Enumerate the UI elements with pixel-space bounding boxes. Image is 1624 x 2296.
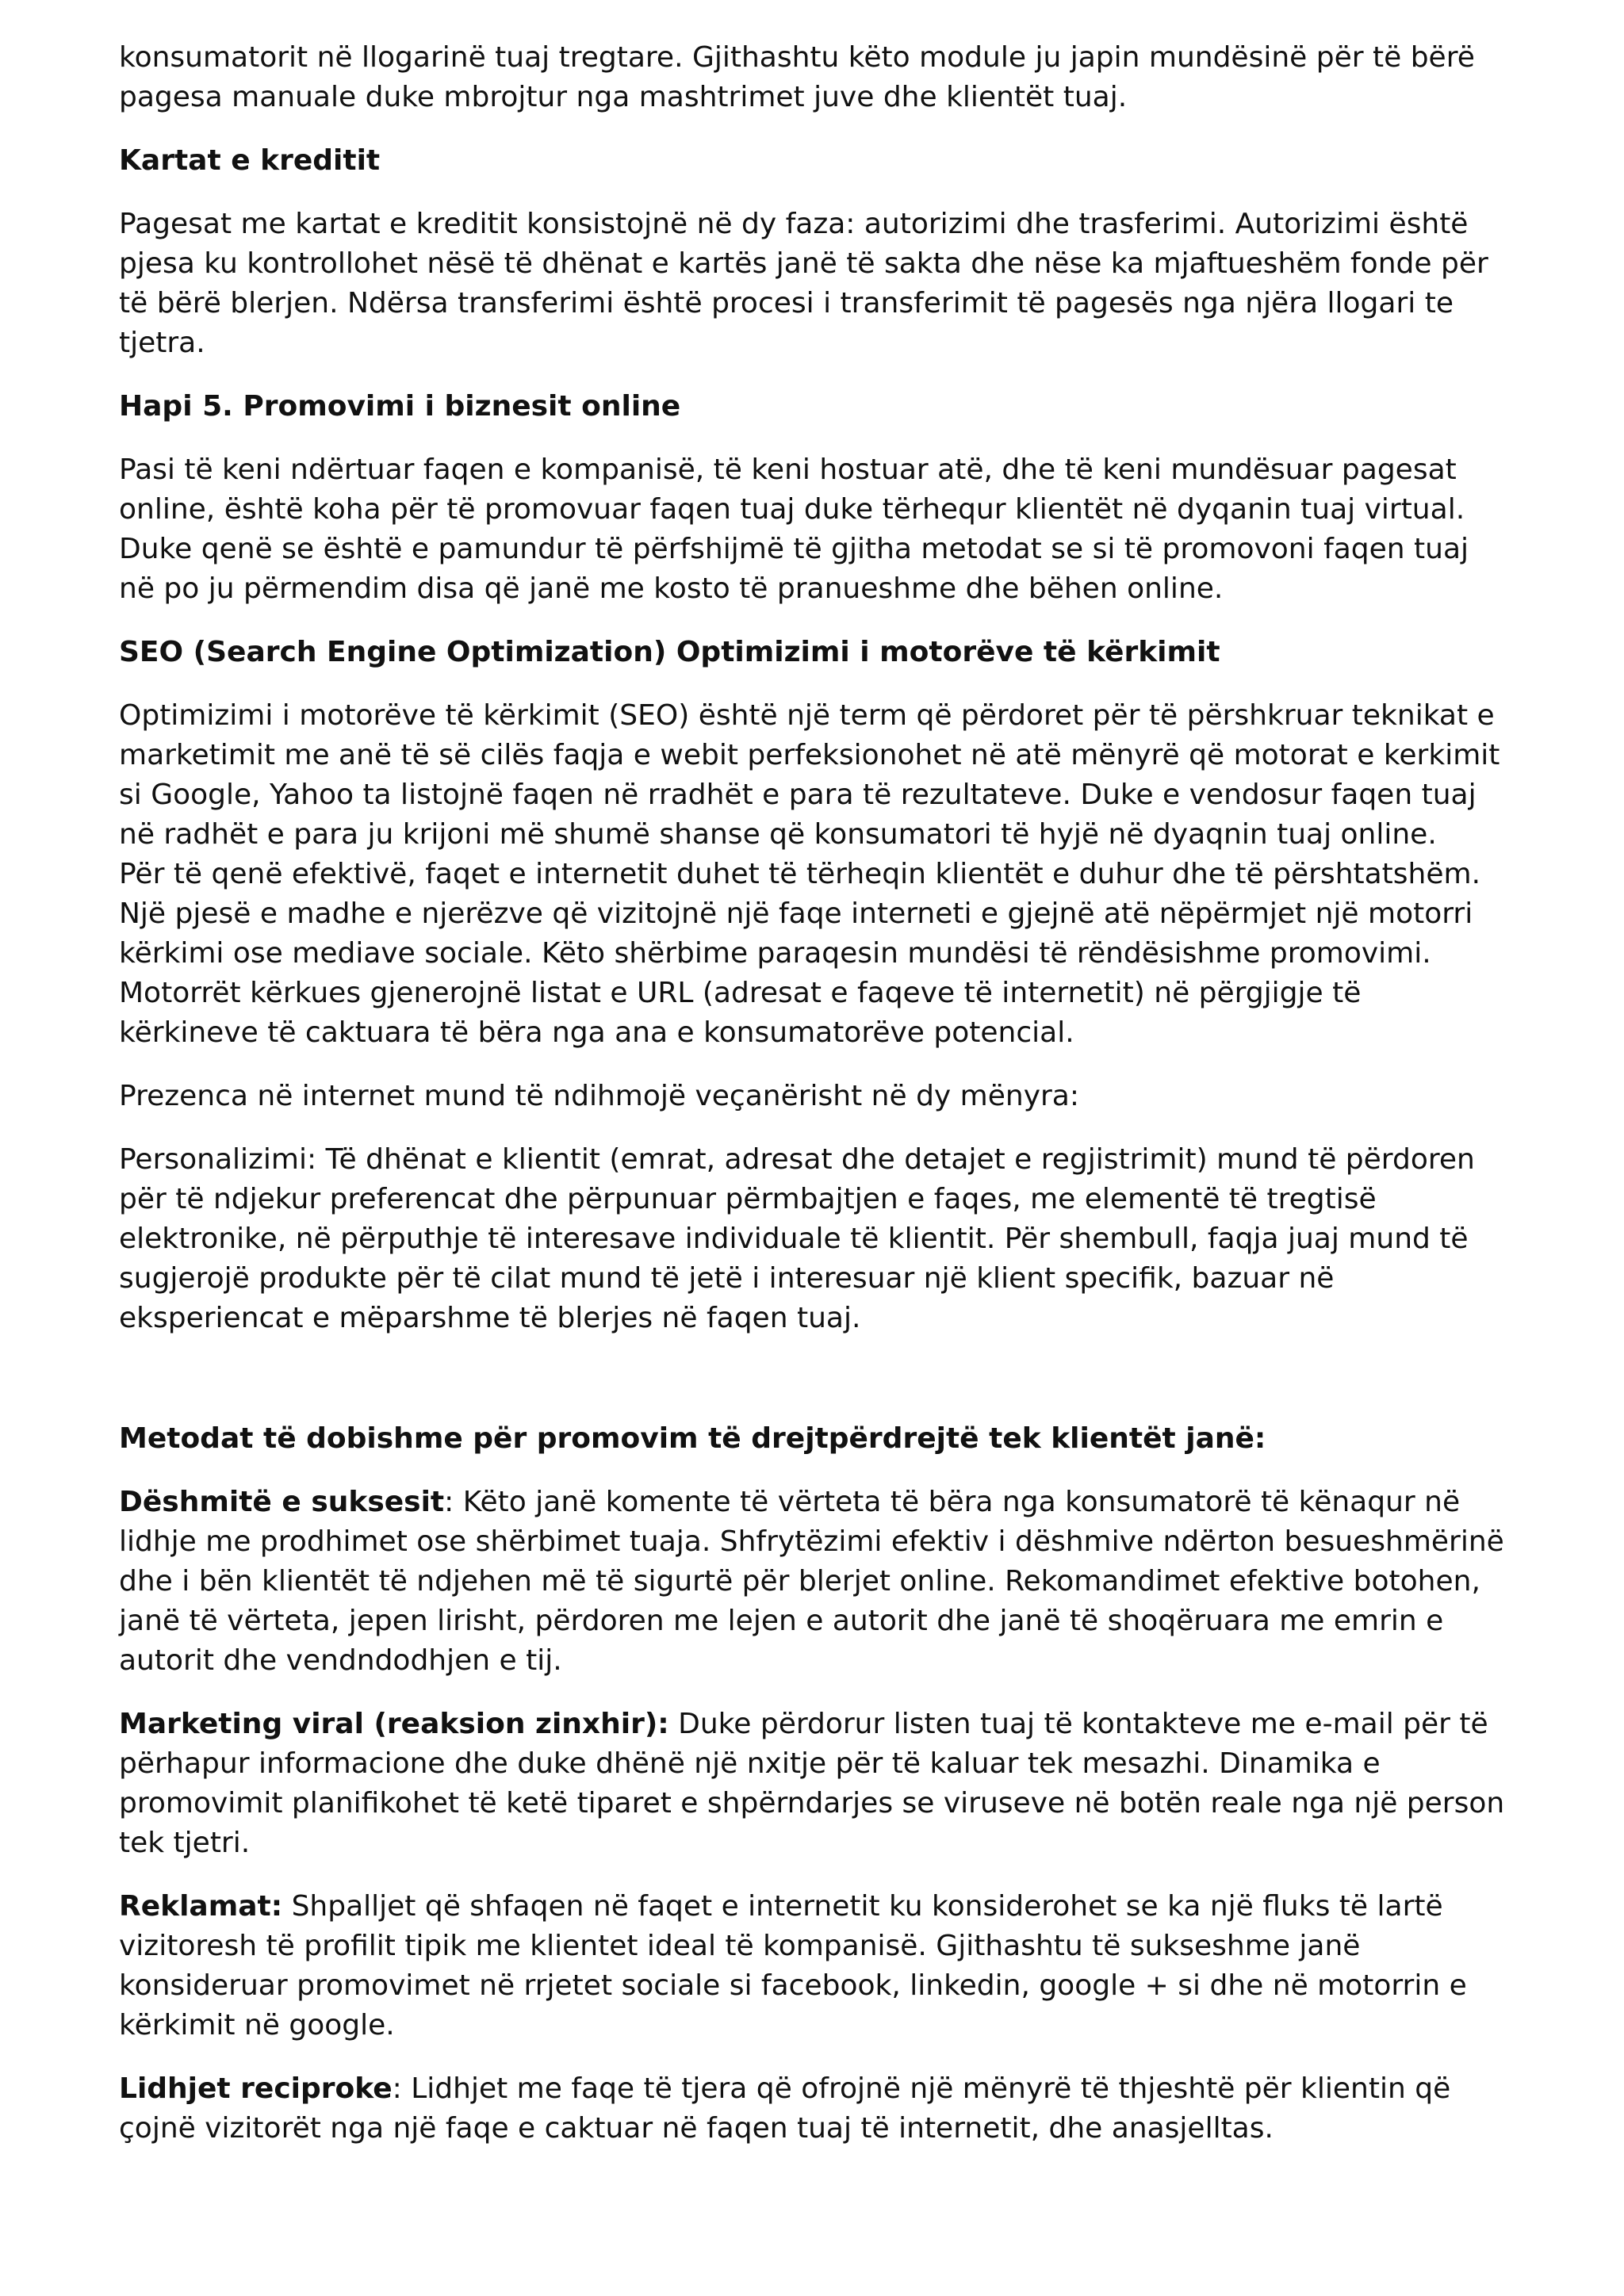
heading-hapi-5: Hapi 5. Promovimi i biznesit online xyxy=(119,390,681,423)
spacer xyxy=(119,1362,1505,1419)
text-reklamat: Shpalljet që shfaqen në faqet e internetit ku konsiderohet se ka një fluks të lartë vizitoresh të profilit tipik me klientet ideal të kompanisë. Gjithashtu të sukseshme janë konsideruar promovimet në rrjetet sociale si facebook, linkedin, google + si dhe në motorrin e kërkimit në google. xyxy=(119,1890,1467,2042)
label-deshmite: Dëshmitë e suksesit xyxy=(119,1486,445,1518)
paragraph-reklamat xyxy=(119,1887,1505,2045)
paragraph-intro: konsumatorit në llogarinë tuaj tregtare. Gjithashtu këto module ju japin mundësinë për të bërë pagesa manuale duke mbrojtur nga mashtrimet juve dhe klientët tuaj. xyxy=(119,41,1475,113)
text-marketing-viral: Duke përdorur listen tuaj të kontakteve me e-mail për të përhapur informacione dhe duke dhënë një nxitje për të kaluar tek mesazhi. Dinamika e promovimit planifikohet të ketë tiparet e shpërndarjes se viruseve në botën reale nga një person tek tjetri. xyxy=(119,1708,1505,1859)
paragraph-personalizimi: Personalizimi: Të dhënat e klientit (emrat, adresat dhe detajet e regjistrimit) mund të përdoren për të ndjekur preferencat dhe përpunuar përmbajtjen e faqes, me elementë të tregtisë elektronike, në përputhje të interesave individuale të klientit. Për shembull, faqja juaj mund të sugjerojë produkte për të cilat mund të jetë i interesuar një klient specifik, bazuar në eksperiencat e mëparshme të blerjes në faqen tuaj. xyxy=(119,1143,1475,1334)
heading-seo: SEO (Search Engine Optimization) Optimizimi i motorëve të kërkimit xyxy=(119,636,1220,668)
heading-kartat-e-kreditit: Kartat e kreditit xyxy=(119,144,381,177)
label-reklamat: Reklamat: xyxy=(119,1890,283,1923)
text-deshmite: : Këto janë komente të vërteta të bëra nga konsumatorë të kënaqur në lidhje me prodhimet ose shërbimet tuaja. Shfrytëzimi efektiv i dëshmive ndërton besueshmërinë dhe i bën klientët të ndjehen më të sigurtë për blerjet online. Rekomandimet efektive botohen, janë të vërteta, jepen lirisht, përdoren me lejen e autorit dhe janë të shoqëruara me emrin e autorit dhe vendndodhjen e tij. xyxy=(119,1486,1504,1677)
paragraph-marketing-viral xyxy=(119,1705,1505,1863)
paragraph-hapi5-b: Duke qenë se është e pamundur të përfshijmë të gjitha metodat se si të promovoni faqen tuaj në po ju përmendim disa që janë me kosto të pranueshme dhe bëhen online. xyxy=(119,533,1469,605)
paragraph-seo-a: Optimizimi i motorëve të kërkimit (SEO) është një term që përdoret për të përshkruar teknikat e marketimit me anë të së cilës faqja e webit perfeksionohet në atë mënyrë që motorat e kerkimit si Google, Yahoo ta listojnë faqen në rradhët e para të rezultateve. Duke e vendosur faqen tuaj në radhët e para ju krijoni më shumë shanse që konsumatori të hyjë në dyaqnin tuaj online. xyxy=(119,699,1500,851)
text-lidhjet: : Lidhjet me faqe të tjera që ofrojnë një mënyrë të thjeshtë për klientin që çojnë vizitorët nga një faqe e caktuar në faqen tuaj të internetit, dhe anasjelltas. xyxy=(119,2072,1451,2145)
paragraph-prezenca: Prezenca në internet mund të ndihmojë veçanërisht në dy mënyra: xyxy=(119,1080,1079,1112)
paragraph-seo-b: Për të qenë efektivë, faqet e internetit duhet të tërheqin klientët e duhur dhe të përshtatshëm. Një pjesë e madhe e njerëzve që vizitojnë një faqe interneti e gjejnë atë nëpërmjet një motorri kërkimi ose mediave sociale. Këto shërbime paraqesin mundësi të rëndësishme promovimi. Motorrët kërkues gjenerojnë listat e URL (adresat e faqeve të internetit) në përgjigje të kërkineve të caktuara të bëra nga ana e konsumatorëve potencial. xyxy=(119,858,1481,1049)
heading-metodat: Metodat të dobishme për promovim të drejtpërdrejtë tek klientët janë: xyxy=(119,1422,1266,1455)
paragraph-deshmite xyxy=(119,1483,1505,1681)
paragraph-kartat: Pagesat me kartat e kreditit konsistojnë në dy faza: autorizimi dhe trasferimi. Autorizimi është pjesa ku kontrollohet nësë të dhënat e kartës janë të sakta dhe nëse ka mjaftueshëm fonde për të bërë blerjen. Ndërsa transferimi është procesi i transferimit të pagesës nga njëra llogari te tjetra. xyxy=(119,208,1488,359)
paragraph-lidhjet xyxy=(119,2069,1505,2149)
paragraph-hapi5-a: Pasi të keni ndërtuar faqen e kompanisë, të keni hostuar atë, dhe të keni mundësuar pagesat online, është koha për të promovuar faqen tuaj duke tërhequr klientët në dyqanin tuaj virtual. xyxy=(119,453,1465,526)
label-lidhjet: Lidhjet reciproke xyxy=(119,2072,393,2105)
label-marketing-viral: Marketing viral (reaksion zinxhir): xyxy=(119,1708,669,1740)
